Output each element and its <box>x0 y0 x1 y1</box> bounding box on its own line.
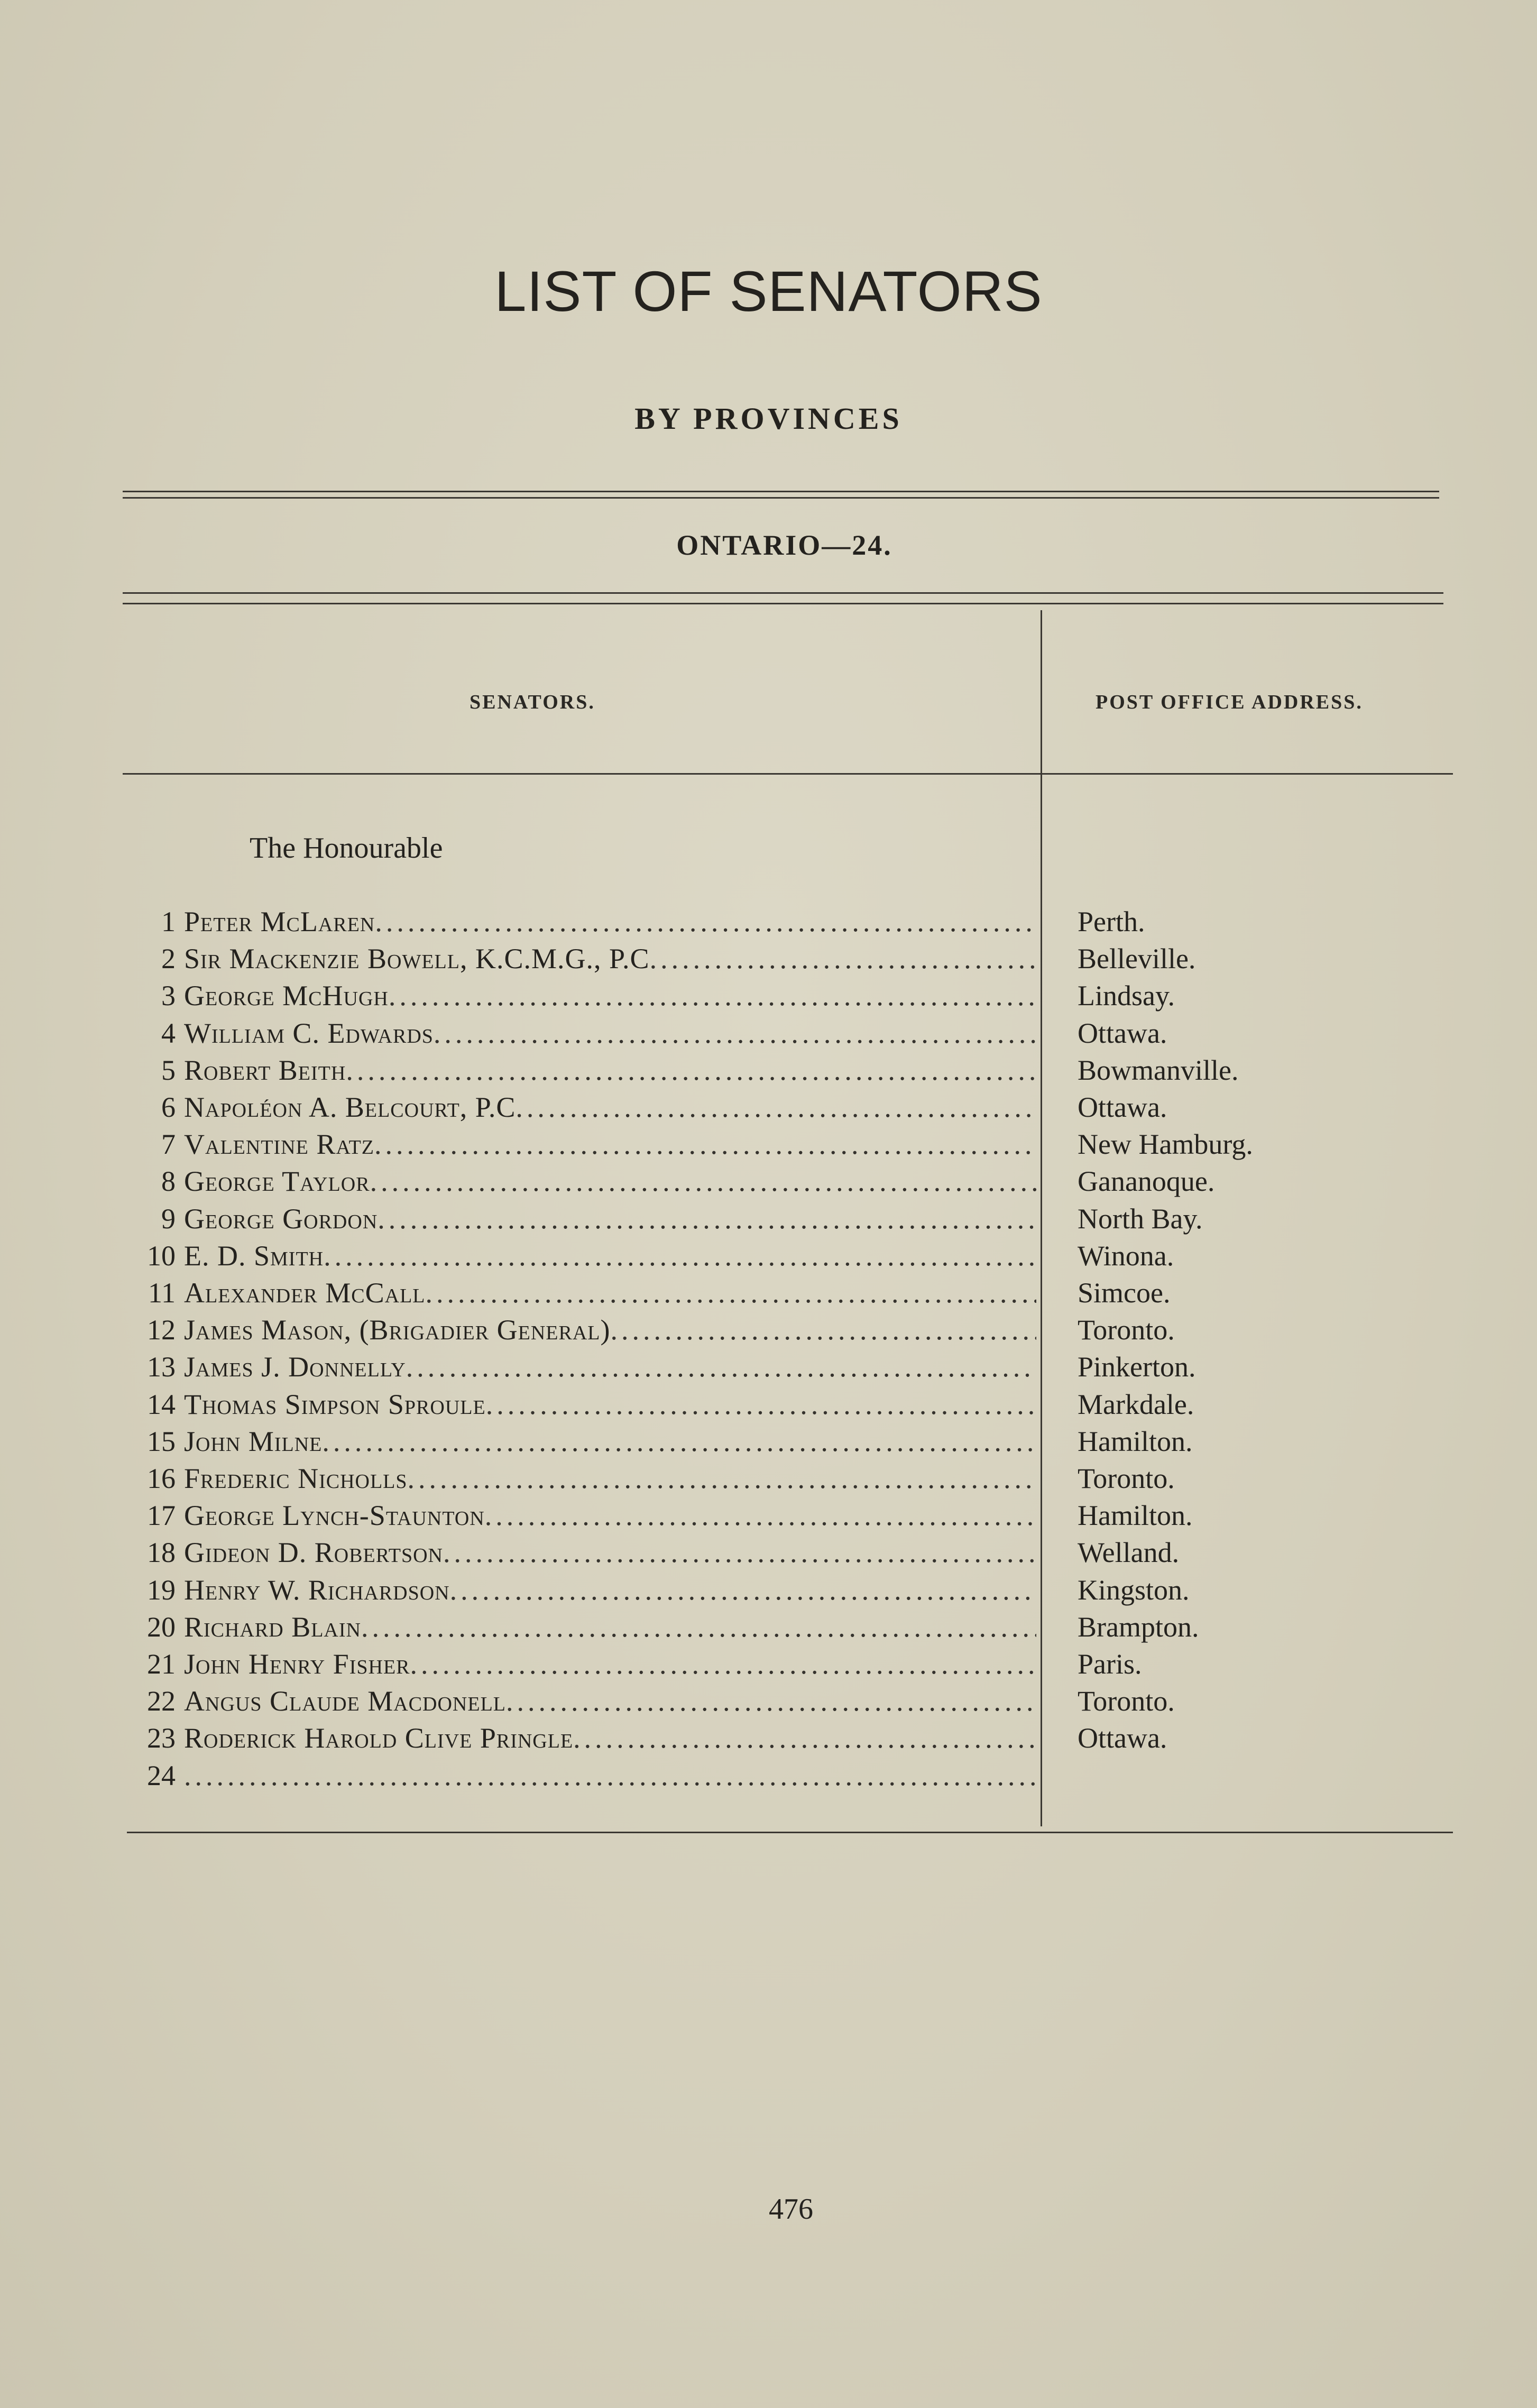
post-office-address: New Hamburg. <box>1078 1128 1253 1160</box>
post-office-address: Ottawa. <box>1078 1091 1167 1123</box>
dot-leader <box>406 1348 1036 1385</box>
post-office-address: Winona. <box>1078 1240 1174 1272</box>
senator-name-cell <box>184 1274 1036 1311</box>
senator-name: Alexander McCall <box>184 1277 426 1309</box>
senator-number: 4 <box>161 1017 176 1049</box>
senator-number: 17 <box>147 1500 176 1531</box>
senator-name-cell <box>184 1311 1036 1348</box>
senator-name-cell <box>184 1609 1036 1646</box>
senator-name: Valentine Ratz <box>184 1128 374 1160</box>
senator-name-cell <box>184 1460 1036 1497</box>
dot-leader <box>324 1237 1036 1274</box>
table-row <box>0 1460 1537 1497</box>
senator-number: 8 <box>161 1165 176 1197</box>
dot-leader <box>361 1609 1036 1646</box>
post-office-address: Welland. <box>1078 1537 1180 1568</box>
senator-number: 5 <box>161 1054 176 1086</box>
senator-name-cell <box>184 1052 1036 1089</box>
post-office-address: Bowmanville. <box>1078 1054 1239 1086</box>
senator-number: 1 <box>161 906 176 938</box>
post-office-address: Toronto. <box>1078 1685 1175 1717</box>
dot-leader <box>184 1757 1036 1794</box>
column-header-senators: SENATORS. <box>470 691 595 713</box>
table-row <box>0 1163 1537 1200</box>
senator-name-cell <box>184 1720 1036 1757</box>
senator-name: Roderick Harold Clive Pringle <box>184 1722 574 1754</box>
table-row <box>0 1274 1537 1311</box>
dot-leader <box>486 1386 1036 1423</box>
senator-name-cell <box>184 1237 1036 1274</box>
senator-name: James Mason, (Brigadier General) <box>184 1314 611 1346</box>
post-office-address: Gananoque. <box>1078 1165 1215 1197</box>
senator-number: 6 <box>161 1091 176 1123</box>
senator-name: George Gordon <box>184 1203 378 1235</box>
senator-name-cell <box>184 977 1036 1014</box>
bottom-rule <box>127 1832 1453 1833</box>
header-rule-1 <box>123 592 1443 594</box>
table-row <box>0 1348 1537 1385</box>
senator-name-cell <box>184 1126 1036 1163</box>
dot-leader <box>450 1571 1036 1609</box>
province-heading: ONTARIO—24. <box>676 529 892 561</box>
senator-name-cell <box>184 903 1036 940</box>
senator-name-cell <box>184 1497 1036 1534</box>
senator-number: 3 <box>161 980 176 1012</box>
senator-number: 12 <box>147 1314 176 1346</box>
senator-name: Robert Beith <box>184 1054 346 1086</box>
senator-number: 21 <box>147 1648 176 1680</box>
table-row <box>0 1720 1537 1757</box>
post-office-address: Brampton. <box>1078 1611 1199 1643</box>
senator-name-cell <box>184 1757 1036 1794</box>
senator-name-cell <box>184 1683 1036 1720</box>
senator-name: James J. Donnelly <box>184 1351 406 1383</box>
dot-leader <box>408 1460 1036 1497</box>
post-office-address: Belleville. <box>1078 943 1196 975</box>
post-office-address: Simcoe. <box>1078 1277 1171 1309</box>
senator-number: 18 <box>147 1537 176 1568</box>
dot-leader <box>516 1089 1036 1126</box>
post-office-address: Perth. <box>1078 906 1145 938</box>
table-row <box>0 1052 1537 1089</box>
senator-name: Frederic Nicholls <box>184 1463 408 1494</box>
senator-name: Thomas Simpson Sproule <box>184 1389 486 1420</box>
senator-name: George Taylor <box>184 1165 370 1197</box>
senator-number: 24 <box>147 1760 176 1791</box>
top-rule-1 <box>123 491 1439 492</box>
senator-name: Henry W. Richardson <box>184 1574 450 1606</box>
column-header-address: POST OFFICE ADDRESS. <box>1096 691 1363 713</box>
senator-name: John Henry Fisher <box>184 1648 410 1680</box>
dot-leader <box>573 1720 1036 1757</box>
senator-name-cell <box>184 1200 1036 1237</box>
table-row <box>0 1609 1537 1646</box>
senator-name-cell <box>184 1163 1036 1200</box>
dot-leader <box>375 903 1036 940</box>
senator-name: Sir Mackenzie Bowell, K.C.M.G., P.C <box>184 943 650 975</box>
table-row <box>0 1534 1537 1571</box>
senator-number: 7 <box>161 1128 176 1160</box>
table-row <box>0 1646 1537 1683</box>
senator-name-cell <box>184 1348 1036 1385</box>
dot-leader <box>370 1163 1036 1200</box>
senator-name: E. D. Smith <box>184 1240 324 1272</box>
post-office-address: Lindsay. <box>1078 980 1175 1012</box>
dot-leader <box>650 940 1036 977</box>
senator-name: Napoléon A. Belcourt, P.C <box>184 1091 516 1123</box>
post-office-address: Kingston. <box>1078 1574 1190 1606</box>
table-row <box>0 1423 1537 1460</box>
column-header-rule <box>123 773 1453 775</box>
table-row <box>0 1571 1537 1609</box>
table-row <box>0 1497 1537 1534</box>
top-rule-2 <box>123 497 1439 499</box>
table-row <box>0 1757 1537 1794</box>
senator-name: Peter McLaren <box>184 906 375 938</box>
senator-name-cell <box>184 1089 1036 1126</box>
header-rule-2 <box>123 603 1443 604</box>
dot-leader <box>506 1683 1036 1720</box>
dot-leader <box>610 1311 1036 1348</box>
post-office-address: North Bay. <box>1078 1203 1203 1235</box>
dot-leader <box>426 1274 1037 1311</box>
dot-leader <box>378 1200 1036 1237</box>
senator-number: 19 <box>147 1574 176 1606</box>
senator-name-cell <box>184 1386 1036 1423</box>
table-row <box>0 940 1537 977</box>
post-office-address: Paris. <box>1078 1648 1142 1680</box>
senator-name-cell <box>184 1015 1036 1052</box>
senator-number: 14 <box>147 1389 176 1420</box>
dot-leader <box>443 1534 1036 1571</box>
post-office-address: Hamilton. <box>1078 1426 1193 1457</box>
senator-number: 11 <box>148 1277 176 1309</box>
post-office-address: Toronto. <box>1078 1463 1175 1494</box>
senator-name: Richard Blain <box>184 1611 361 1643</box>
senator-name-cell <box>184 940 1036 977</box>
senator-name: George McHugh <box>184 980 389 1012</box>
senator-number: 9 <box>161 1203 176 1235</box>
table-row <box>0 1237 1537 1274</box>
post-office-address: Pinkerton. <box>1078 1351 1196 1383</box>
honourable-prefix: The Honourable <box>250 832 443 865</box>
table-row <box>0 1683 1537 1720</box>
table-row <box>0 1386 1537 1423</box>
table-row <box>0 1126 1537 1163</box>
senator-number: 2 <box>161 943 176 975</box>
post-office-address: Toronto. <box>1078 1314 1175 1346</box>
table-row <box>0 903 1537 940</box>
table-row <box>0 977 1537 1014</box>
table-row <box>0 1015 1537 1052</box>
dot-leader <box>410 1646 1036 1683</box>
senator-number: 10 <box>147 1240 176 1272</box>
senator-name-cell <box>184 1571 1036 1609</box>
post-office-address: Ottawa. <box>1078 1017 1167 1049</box>
senator-number: 20 <box>147 1611 176 1643</box>
page-title: LIST OF SENATORS <box>494 259 1043 323</box>
senator-number: 16 <box>147 1463 176 1494</box>
post-office-address: Markdale. <box>1078 1389 1194 1420</box>
dot-leader <box>485 1497 1036 1534</box>
senator-name: William C. Edwards <box>184 1017 434 1049</box>
dot-leader <box>322 1423 1036 1460</box>
post-office-address: Hamilton. <box>1078 1500 1193 1531</box>
senator-name-cell <box>184 1646 1036 1683</box>
dot-leader <box>389 977 1036 1014</box>
senator-number: 23 <box>147 1722 176 1754</box>
senator-name-cell <box>184 1534 1036 1571</box>
senator-number: 22 <box>147 1685 176 1717</box>
dot-leader <box>434 1015 1036 1052</box>
table-row <box>0 1200 1537 1237</box>
table-row <box>0 1089 1537 1126</box>
post-office-address: Ottawa. <box>1078 1722 1167 1754</box>
senator-name: Gideon D. Robertson <box>184 1537 443 1568</box>
senator-name: George Lynch-Staunton <box>184 1500 485 1531</box>
senator-name: Angus Claude Macdonell <box>184 1685 506 1717</box>
page-number: 476 <box>769 2193 813 2226</box>
senator-name-cell <box>184 1423 1036 1460</box>
senator-number: 15 <box>147 1426 176 1457</box>
dot-leader <box>346 1052 1036 1089</box>
senator-name: John Milne <box>184 1426 323 1457</box>
dot-leader <box>374 1126 1036 1163</box>
page-subtitle: BY PROVINCES <box>634 401 903 436</box>
table-row <box>0 1311 1537 1348</box>
senator-number: 13 <box>147 1351 176 1383</box>
